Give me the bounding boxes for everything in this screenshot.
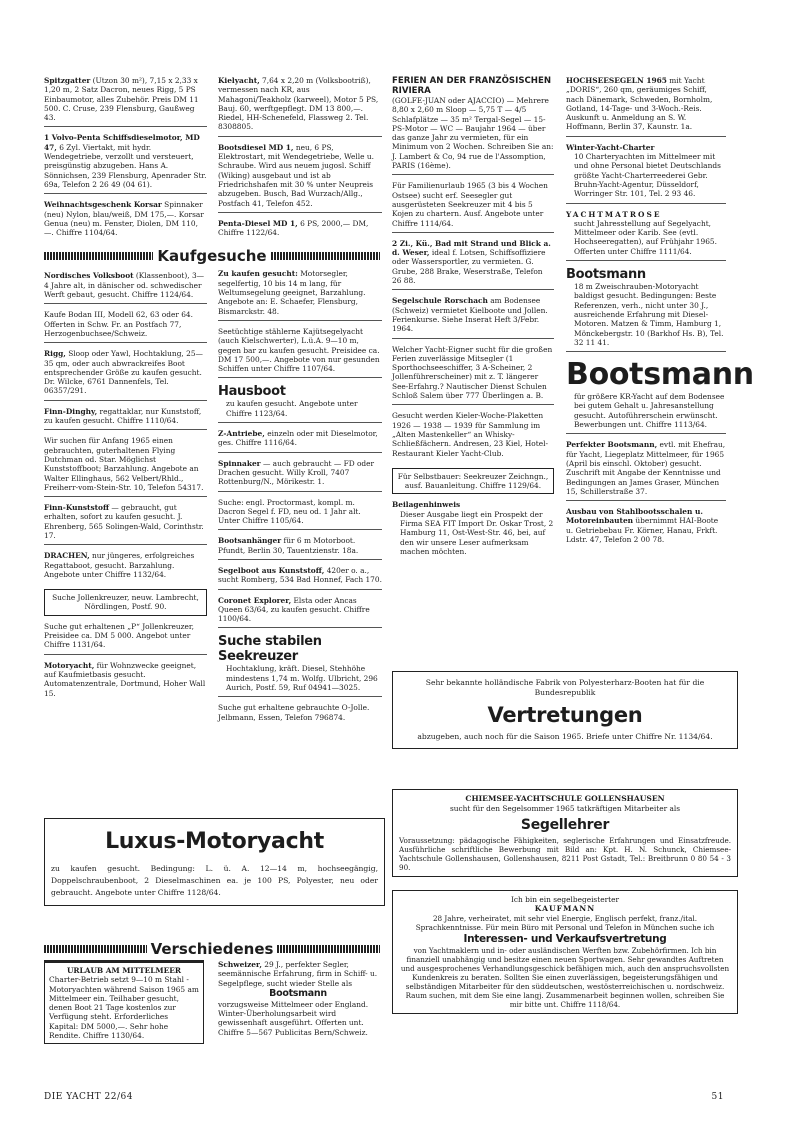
ad-text: übernimmt HAI-Boote u. Getriebebau Fr. Körner, Hanau, Frkft. Ldstr. 47, Telefon 2 00 78. [566,516,719,544]
ad-head: YACHTMATROSE [566,209,662,219]
rule-bar [44,252,153,260]
ad-p-jollenkreuzer [44,622,207,655]
section-title: Verschiedenes [150,940,274,958]
page-number: 51 [711,1092,724,1102]
ad-bootsmann-2 [566,357,754,434]
ad-text: am Bodensee (Schweiz) vermietet Kielboote und Jollen. Ferienkurse. Siehe Inserat Heft 3/Febr. 1964. [392,296,548,334]
ad-korsar [44,200,207,241]
ad-text: zu kaufen gesucht. Angebote unter Chiffre 1123/64. [226,399,358,418]
ad-title: Bootsmann [566,357,754,393]
ad-head: Perfekter Bootsmann, [566,440,658,450]
ad-riviera [392,76,554,175]
ad-head: 1 Volvo-Penta Schiffsdieselmotor, MD 47, [44,133,200,152]
section-title: Kaufgesuche [157,247,267,266]
ad-text: Gesucht werden Kieler-Woche-Plaketten 1926 — 1938 — 1939 für Sammlung im „Alten Mastenkeller“ an Whisky-Schließfächern. Andresen, 23 Kiel, Hotel-Restaurant Kieler Yacht-Club. [392,411,548,458]
ad-kajuetsegelyacht [218,327,382,378]
ad-text: 7,64 x 2,20 m (Volksbootriß), vermessen nach KR, aus Mahagoni/Teakholz (karweel), Motor 5 PS, Bauj. 60, werftgepflegt. DM 13 800,—. Riedel, HH-Schenefeld, Flassweg 2. Tel. 8308805. [218,76,379,132]
ad-drachen [44,551,207,583]
ad-bootsanhaenger [218,536,382,560]
section-verschiedenes [44,940,380,958]
ad-text: zu kaufen gesucht. Bedingung: L. ü. A. 12—14 m, hochseegängig, Doppelschraubenboot, 2 Dieselmaschinen ea. je 100 PS, Polyester, neu oder gebraucht. Angebote unter Chiffre 1128/64. [51,864,378,897]
ad-head: Zu kaufen gesucht: [218,269,298,279]
ad-chiemsee [392,789,738,877]
ad-text: für Wohnzwecke geeignet, auf Kaufmietbasis gesucht. Automatenzentrale, Dortmund, Hoher Wall 15. [44,660,206,698]
ad-bodan [44,310,207,343]
ad-segelboot-kunststoff [218,566,382,590]
ad-text: 10 Charteryachten im Mittelmeer mit und ohne Personal bietet Deutschlands größte Yacht-Charterreederei Gebr. Bruhn-Yacht-Agentur, Düsseldorf, Worringer Str. 101, Tel. 2 93 46. [574,152,721,199]
ad-bootsmann-1 [566,267,726,352]
ad-title: Segellehrer [520,816,610,833]
column-2 [218,76,382,732]
ad-text: Suche gut erhaltenen „P“ Jollenkreuzer, Preisidee ca. DM 5 000. Angebot unter Chiffre 1131/64. [44,621,194,650]
ad-head: Weihnachtsgeschenk Korsar [44,200,162,210]
ad-plaketten [392,411,554,461]
ad-text: neu, 6 PS, Elektrostart, mit Wendegetriebe, Welle u. Schraube. Wird aus neuem jugosl. Schiff (Wiking) ausgebaut und ist ab Friedrichshafen mit 30 % unter Neupreis abzugeben. Busch, Bad Wurzach/Allg., Postfach 41, Telefon 452. [218,142,374,208]
ad-text: abzugeben, auch noch für die Saison 1965. Briefe unter Chiffre Nr. 1134/64. [417,732,713,741]
ad-text: einzeln oder mit Dieselmotor, ges. Chiffre 1116/64. [218,429,378,448]
ad-urlaub-mittelmeer [44,960,204,1050]
ad-finn-dinghy [44,407,207,431]
ad-head: Winter-Yacht-Charter [566,142,655,152]
rule-bar [44,945,147,953]
ad-text: Suche Jollenkreuzer, neuw. Lambrecht, Nördlingen, Postf. 90. [52,593,199,612]
ad-head: URLAUB AM MITTELMEER [66,966,182,975]
ad-text: 29 J., perfekter Segler, seemännische Erfahrung, firm in Schiff- u. Segelpflege, sucht wieder Stelle als [218,960,378,988]
ad-head: Bootsanhänger [218,536,282,546]
ad-spitzgatter [44,76,207,127]
ad-head: 2 Zi., Kü., Bad mit Strand und Blick a. d. Weser, [392,238,551,258]
ad-jollenkreuzer-box [44,589,207,616]
ad-title: Suche stabilen Seekreuzer [218,634,322,665]
ad-sub: sucht für den Segelsommer 1965 tatkräftigen Mitarbeiter als [449,804,681,813]
column-4 [566,76,754,554]
ad-beilagenhinweis [392,500,554,560]
ad-head: Segelschule Rorschach [392,296,488,306]
ad-motoryacht-wohn [44,661,207,702]
ad-title: Vertretungen [487,703,643,727]
ad-title: Luxus-Motoryacht [105,829,324,854]
ad-text: sucht Jahresstellung auf Segelyacht, Mittelmeer oder Karib. See (evtl. Hochseeregatten), auf Frühjahr 1965. Offerten unter Chiffre 1111/64. [574,218,717,256]
ad-title: Bootsmann [269,987,327,999]
ad-text: Suche: engl. Proctormast, kompl. m. Dacron Segel f. FD, neu od. 1 Jahr alt. Unter Chiffre 1105/64. [218,497,361,526]
ad-text: Elsta oder Ancas Queen 63/64, zu kaufen gesucht. Chiffre 1100/64. [218,595,370,624]
ad-text: 28 Jahre, verheiratet, mit sehr viel Energie, Englisch perfekt, franz./ital. Sprachkenntnisse. Für mein Büro mit Personal und Telefon in München suche ich [415,913,715,932]
ad-head: Schweizer, [218,960,262,969]
ad-head: Kielyacht, [218,76,260,85]
ad-text: 18 m Zweischrauben-Motoryacht baldigst gesucht. Bedingungen: Beste Referenzen, verh., nicht unter 30 J., ausreichende Erfahrung mit Diesel-Motoren. Matzen & Timm, Hamburg 1, Mönckebergstr. 10 (Barkhof Hs. B), Tel. 32 11 41. [574,282,724,347]
ad-kielyacht [218,76,382,137]
ad-head: Bootsdiesel MD 1, [218,142,294,152]
ad-coronet [218,596,382,629]
ad-title: FERIEN AN DER FRANZÖSISCHEN RIVIERA [392,76,552,96]
ad-head: Rigg, [44,349,66,359]
ad-rorschach [392,296,554,338]
ad-text: evtl. mit Ehefrau, für Yacht, Liegeplatz Mittelmeer, für 1965 (April bis einschl. Oktober) gesucht. Zuschrift mit Angabe der Kenntnisse und Bedingungen an James Graser, München 15, Schillerstraße 37. [566,440,726,496]
ad-text: (Klassenboot), 3—4 Jahre alt, in dänischer od. schwedischer Werft gebaut, gesucht. Chiffre 1124/64. [44,271,205,300]
ad-text: (GOLFE-JUAN oder AJACCIO) — Mehrere 8,80 x 2,60 m Sloop — 5,75 T — 4/5 Schlafplätze — 35 m² Tergal-Segel — 15-PS-Motor — WC — Baujahr 1964 — über das ganze Jahr zu vermieten, für ein Minimum von 2 Wochen. Schreiben Sie an: J. Lambert & Co, 94 rue de l'Assomption, PARIS (16ème). [392,96,554,171]
ad-familienurlaub [392,181,554,232]
ad-perfekter-bootsmann [566,440,726,501]
ad-text: Sloop oder Yawl, Hochtaklung, 25—35 qm, oder auch abwrackreifes Boot entsprechender Größe zu kaufen gesucht. Dr. Wilcke, 6761 Dannenfels, Tel. 06357/291. [44,349,203,396]
rule-bar [277,945,380,953]
ad-head: Motoryacht, [44,660,95,670]
page-footer [44,1092,724,1102]
ad-text: Für Selbstbauer: Seekreuzer Zeichngn., ausf. Bauanleitung. Chiffre 1129/64. [397,471,549,491]
ad-penta-diesel [218,219,382,242]
ad-text: (Utzon 30 m²), 7,15 x 2,33 x 1,20 m, 2 Satz Dacron, neues Rigg, 5 PS Einbaumotor, alles Zubehör. Preis DM 11 500. C. Cruse, 239 Flensburg, Gaußweg 43. [44,76,199,123]
ad-spinnaker [218,459,382,492]
ad-vertretungen [392,671,738,749]
ad-text: mit Yacht „DORIS“, 260 qm, geräumiges Schiff, nach Dänemark, Schweden, Bornholm, Gotland, 14-Tage- und 3-Woch.-Reis. Auskunft u. Anmeldung an S. W. Hoffmann, Berlin 37, Kaunstr. 1a. [566,76,713,132]
ad-head: Spinnaker [218,458,261,468]
ad-head: Spitzgatter [44,76,91,85]
ad-text: regattaklar, nur Kunststoff, zu kaufen gesucht. Chiffre 1110/64. [44,406,202,426]
ad-text: vorzugsweise Mittelmeer oder England. Winter-Überholungsarbeit wird gewissenhaft ausgeführt. Offerten unt. Chiffre 5—567 Publicitas Bern/Schweiz. [218,999,369,1037]
ad-text: — auch gebraucht — FD oder Drachen gesucht. Willy Kroll, 7407 Rottenburg/N., Mörikestr. 1. [218,458,375,487]
ad-intro: Sehr bekannte holländische Fabrik von Polyesterharz-Booten hat für die Bundesrepublik [425,678,705,697]
ad-head: KAUFMANN [534,904,596,914]
ad-text: 6 Zyl. Viertakt, mit hydr. Wendegetriebe, verzollt und versteuert, preisgünstig abzugeben. Hans A. Sönnichsen, 239 Flensburg, Apenrader Str. 69a, Telefon 2 26 49 (04 61). [44,142,207,189]
ad-title: Interessen- und Verkaufsvertretung [463,932,667,945]
ad-text: — gebraucht, gut erhalten, sofort zu kaufen gesucht. J. Ehrenberg, 565 Solingen-Wald, Corinthstr. 17. [44,503,204,540]
ad-text: 6 PS, 2000,— DM, Chiffre 1122/64. [218,218,369,238]
spacer [218,247,382,269]
ad-text: Suche gut erhaltene gebrauchte O-Jolle. Jelbmann, Essen, Telefon 796874. [218,703,370,722]
column-3 [392,76,554,566]
ad-head: Nordisches Volksboot [44,271,134,281]
magazine-issue: DIE YACHT 22/64 [44,1092,133,1102]
ad-o-jolle [218,703,382,726]
ad-selbstbauer-box [392,468,554,495]
ad-stahlbootsschalen [566,507,726,548]
ad-intro: Ich bin ein segelbegeisterter [511,895,619,904]
ad-yachtmatrose [566,210,726,261]
ad-motorsegler [218,269,382,320]
ad-winter-charter [566,143,726,204]
ad-head: Ausbau von Stahlbootsschalen u. Motoreinbauten [566,507,703,526]
ad-text: für 6 m Motorboot. Pfundt, Berlin 30, Tauentzienstr. 18a. [218,536,359,555]
ad-text: Spinnaker (neu) Nylon, blau/weiß, DM 175,—. Korsar Genua (neu) m. Fenster, Diolen, DM 110,—. Chiffre 1104/64. [44,200,204,238]
ad-title: Beilagenhinweis [392,500,461,510]
ad-volvo-penta [44,133,207,194]
ad-flying-dutchman [44,436,207,497]
ad-text: ideal f. Lotsen, Schiffsoffiziere oder Wassersportler, zu vermieten. G. Grube, 288 Brake, Weserstraße, Telefon 26 88. [392,248,546,286]
ad-text: Charter-Betrieb setzt 9—10 m Stahl - Motoryachten während Saison 1965 am Mittelmeer ein. Teilhaber gesucht, denen Boot 21 Tage kostenlos zur Verfügung steht. Erforderliches Kapital: DM 5000,—. Sehr hohe Rendite. Chiffre 1130/64. [49,975,199,1041]
ad-rigg [44,349,207,400]
ad-bootsdiesel [218,143,382,213]
ad-text: Voraussetzung: pädagogische Fähigkeiten, seglerische Erfahrungen und Einsatzfreude. Ausführliche schriftliche Bewerbung mit Bild an: Kpt. H. N. Schunck, Chiemsee-Yachtschule Gollenshausen, Gollenshausen, 8211 Post Gstadt, Tel.: Breitbrunn 0 80 54 - 3 90. [399,835,731,872]
ad-text: Welcher Yacht-Eigner sucht für die großen Ferien zuverlässige Mitsegler (1 Sporthochseeschiffer, 3 A-Scheiner, 2 Jollenführerscheiner) mit z. T. längerer See-Erfahrg.? Nautischer Dienst Schulen Schloß Salem über 777 Überlingen a. B. [392,344,553,401]
ad-head: Finn-Kunststoff [44,503,110,513]
ad-z-antriebe [218,429,382,453]
ad-text: Motorsegler, segelfertig, 10 bis 14 m lang, für Weltumsegelung geeignet, Barzahlung. Angebote an: E. Schaefer, Flensburg, Bismarckstr. 48. [218,269,366,316]
ad-text: nur jüngeres, erfolgreiches Regattaboot, gesucht. Barzahlung. Angebote unter Chiffre 1132/64. [44,551,195,579]
ad-finn-kunststoff [44,503,207,545]
ad-weser [392,239,554,290]
ad-text: für größere KR-Yacht auf dem Bodensee bei gutem Gehalt u. Jahresanstellung gesucht. Autoführerschein erwünscht. Bewerbungen unt. Chiffre 1113/64. [574,392,725,430]
ad-head: DRACHEN, [44,551,90,561]
ad-kaufmann [392,890,738,1014]
ad-title: Bootsmann [566,267,646,283]
ad-mitsegler [392,345,554,406]
ad-head: HOCHSEESEGELN 1965 [566,76,667,85]
ad-hochseesegeln [566,76,726,137]
ad-head: Z-Antriebe, [218,429,265,439]
ad-text: Dieser Ausgabe liegt ein Prospekt der Firma SEA FIT Import Dr. Oskar Trost, 2 Hamburg 11, Ost-West-Str. 46, bei, auf den wir unsere Leser aufmerksam machen möchten. [400,509,554,556]
ad-text: von Yachtmaklern und in- oder ausländischen Werften bzw. Zubehörfirmen. Ich bin finanziell unabhängig und besitze einen neuen Sportwagen. Sehr gewandtes Auftreten und ausgesprochenes Verhandlungsgeschick befähigen mich, auch den anspruchsvollsten Kundenkreis zu beraten. Sollten Sie einen zuverlässigen, begeisterungsfähigen und selbständigen Mitarbeiter für den süddeutschen, westösterreichischen u. nordschweiz. Raum suchen, mit dem Sie eine langj. Zusammenarbeit beginnen wollen, schreiben Sie mir bitte unt. Chiffre 1118/64. [400,945,730,1009]
ad-schweizer [218,960,378,1037]
ad-hausboot [218,384,382,423]
ad-title: Hausboot [218,384,286,400]
ad-head: Segelboot aus Kunststoff, [218,565,325,575]
ad-luxus-motoryacht [44,818,385,906]
ad-head: Penta-Diesel MD 1, [218,218,298,228]
ad-head: CHIEMSEE-YACHTSCHULE GOLLENSHAUSEN [465,794,665,803]
ad-text: Kaufe Bodan III, Modell 62, 63 oder 64. Offerten in Schw. Fr. an Postfach 77, Herzogenbuchsee/Schweiz. [44,310,193,338]
ad-head: Finn-Dinghy, [44,406,98,416]
ad-text: Für Familienurlaub 1965 (3 bis 4 Wochen Ostsee) sucht erf. Seesegler gut ausgerüsteten Seekreuzer mit 4 bis 5 Kojen zu chartern. Ausf. Angebote unter Chiffre 1114/64. [392,181,548,228]
ad-volksboot [44,271,207,304]
ad-text: Hochtaklung, kräft. Diesel, Stehhöhe mindestens 1,74 m. Wolfg. Ulbricht, 296 Aurich, Postf. 59, Ruf 04941—3025. [226,664,378,693]
ad-text: 420er o. a., sucht Romberg, 534 Bad Honnef, Fach 170. [218,565,382,585]
ad-text: Seetüchtige stählerne Kajütsegelyacht (auch Kielschwerter), L.ü.A. 9—10 m, gegen bar zu kaufen gesucht. Preisidee ca. DM 17 500,—. Angebote von nur gesunden Schiffen unter Chiffre 1107/64. [218,326,380,374]
ad-proctormast [218,498,382,531]
ad-text: Wir suchen für Anfang 1965 einen gebrauchten, guterhaltenen Flying Dutchman od. Star. Möglichst Kunststoffboot; Barzahlung. Angebote an Walter Ellinghaus, 562 Velbert/Rhld., Freiherr-vom-Stein-Str. 10, Telefon 54317. [44,436,204,492]
ad-head: Coronet Explorer, [218,595,292,605]
ad-seekreuzer [218,634,382,697]
